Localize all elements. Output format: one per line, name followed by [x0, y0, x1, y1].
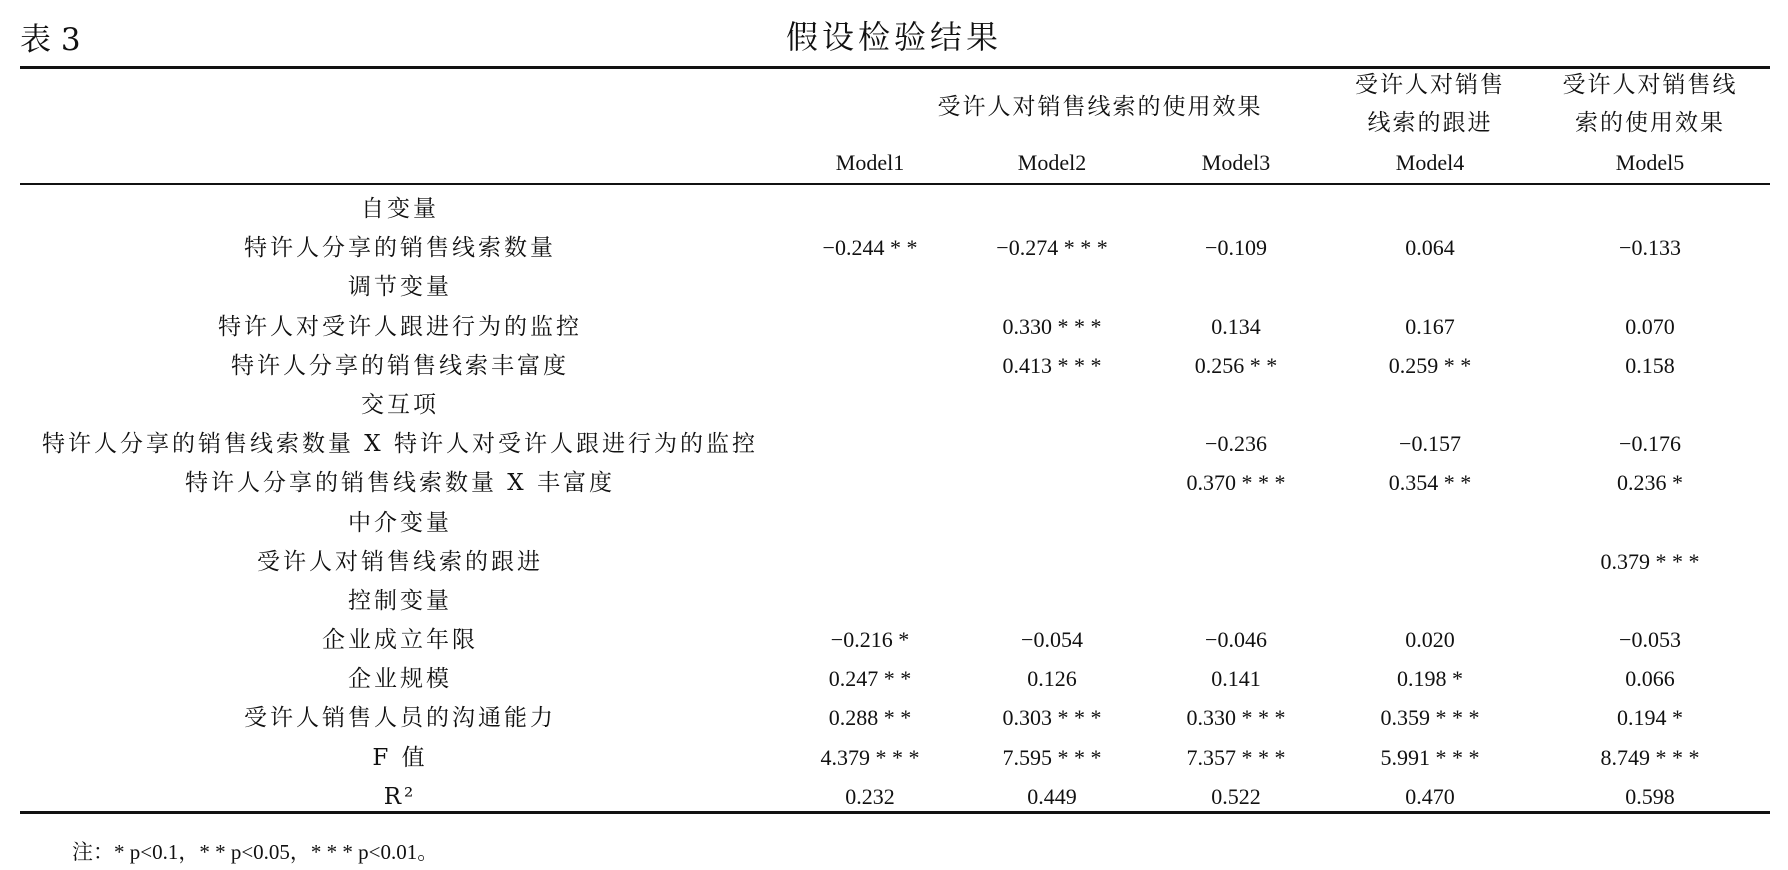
row-label: 受许人销售人员的沟通能力 — [244, 705, 556, 732]
table-cell: 0.259 * * — [1388, 352, 1472, 378]
table-cell: 0.167 — [1405, 313, 1455, 339]
table-row — [20, 347, 1770, 386]
row-label: 中介变量 — [348, 509, 452, 536]
model5-header-line2: 索的使用效果 — [1575, 110, 1725, 136]
row-label: 企业规模 — [348, 666, 452, 693]
table-row — [20, 308, 1770, 347]
table-cell: 0.066 — [1625, 666, 1675, 692]
table-cell: 0.256 * * — [1194, 352, 1278, 378]
table-cell: −0.176 — [1619, 431, 1681, 457]
table-row — [20, 268, 1770, 307]
row-label: 特许人分享的销售线索丰富度 — [231, 352, 569, 379]
table-cell: 7.595 * * * — [1002, 744, 1102, 770]
table-cell: 0.126 — [1027, 666, 1077, 692]
row-label: 特许人对受许人跟进行为的监控 — [218, 313, 582, 340]
table-note: 注：* p<0.1，* * p<0.05，* * * p<0.01。 — [72, 840, 439, 864]
table-cell: 7.357 * * * — [1186, 744, 1286, 770]
row-label: 自变量 — [361, 196, 439, 222]
table-row — [20, 425, 1770, 464]
header-rule — [20, 183, 1770, 185]
table-label: 表 3 — [20, 22, 81, 58]
table-cell: −0.109 — [1205, 235, 1267, 261]
table-row — [20, 504, 1770, 543]
model-column-header: Model2 — [1017, 150, 1087, 175]
row-label: 特许人分享的销售线索数量 X 特许人对受许人跟进行为的监控 — [42, 431, 758, 458]
table-cell: 0.247 * * — [828, 666, 912, 692]
model-column-header: Model4 — [1395, 150, 1465, 175]
table-title: 假设检验结果 — [785, 18, 1002, 56]
row-label: 调节变量 — [348, 274, 452, 301]
table-cell: 0.449 — [1027, 783, 1077, 809]
table-cell: 0.379 * * * — [1600, 548, 1700, 574]
table-row — [20, 621, 1770, 660]
table-cell: 0.158 — [1625, 352, 1675, 378]
row-label: 企业成立年限 — [322, 627, 478, 654]
row-label: 控制变量 — [348, 587, 452, 614]
table-row — [20, 386, 1770, 425]
model-column-header: Model3 — [1201, 150, 1271, 175]
table-row — [20, 778, 1770, 817]
table-cell: −0.046 — [1205, 627, 1267, 653]
table-cell: 0.359 * * * — [1380, 705, 1480, 731]
row-label: 特许人分享的销售线索数量 — [244, 235, 556, 262]
table-row — [20, 190, 1770, 229]
table-cell: 0.020 — [1405, 627, 1455, 653]
table-cell: 0.064 — [1405, 235, 1455, 261]
table-cell: 0.303 * * * — [1002, 705, 1102, 731]
table-cell: −0.244 * * — [822, 235, 918, 261]
table-cell: −0.133 — [1619, 235, 1681, 261]
model4-header — [1335, 66, 1525, 142]
table-cell: −0.274 * * * — [996, 235, 1108, 261]
table-cell: 0.141 — [1211, 666, 1261, 692]
model5-header — [1545, 66, 1755, 142]
row-label: 受许人对销售线索的跟进 — [257, 548, 543, 575]
table-cell: 0.194 * — [1617, 705, 1683, 731]
table-cell: 0.070 — [1625, 313, 1675, 339]
table-cell: −0.053 — [1619, 627, 1681, 653]
table-cell: 0.288 * * — [828, 705, 912, 731]
model4-header-line1: 受许人对销售 — [1355, 72, 1505, 98]
table-cell: −0.236 — [1205, 431, 1267, 457]
table-cell: −0.054 — [1021, 627, 1083, 653]
model5-header-line1: 受许人对销售线 — [1562, 72, 1738, 98]
row-label: R² — [383, 783, 417, 810]
table-row — [20, 739, 1770, 778]
table-row — [20, 543, 1770, 582]
model-column-header: Model1 — [835, 150, 905, 175]
table-cell: −0.216 * — [830, 627, 910, 653]
table-cell: 0.370 * * * — [1186, 470, 1286, 496]
table-cell: 0.470 — [1405, 783, 1455, 809]
table-cell: 0.354 * * — [1388, 470, 1472, 496]
table-row — [20, 660, 1770, 699]
table-cell: 0.598 — [1625, 783, 1675, 809]
table-cell: 5.991 * * * — [1380, 744, 1480, 770]
table-cell: 8.749 * * * — [1600, 744, 1700, 770]
table-cell: −0.157 — [1399, 431, 1461, 457]
table-row — [20, 464, 1770, 503]
table-cell: 0.134 — [1211, 313, 1261, 339]
table-cell: 0.413 * * * — [1002, 352, 1102, 378]
row-label: 特许人分享的销售线索数量 X 丰富度 — [185, 470, 615, 497]
table-row — [20, 229, 1770, 268]
table-row — [20, 582, 1770, 621]
table-cell: 0.198 * — [1397, 666, 1463, 692]
table-body — [20, 190, 1770, 817]
table-cell: 0.330 * * * — [1002, 313, 1102, 339]
column-group-header: 受许人对销售线索的使用效果 — [937, 94, 1263, 120]
table-cell: 4.379 * * * — [820, 744, 920, 770]
model-column-header: Model5 — [1615, 150, 1685, 175]
model4-header-line2: 线索的跟进 — [1367, 110, 1493, 136]
table-cell: 0.236 * — [1617, 470, 1683, 496]
table-cell: 0.522 — [1211, 783, 1261, 809]
table-cell: 0.232 — [845, 783, 895, 809]
row-label: 交互项 — [361, 391, 439, 418]
row-label: F 值 — [372, 744, 428, 771]
table-cell: 0.330 * * * — [1186, 705, 1286, 731]
table-row — [20, 699, 1770, 738]
